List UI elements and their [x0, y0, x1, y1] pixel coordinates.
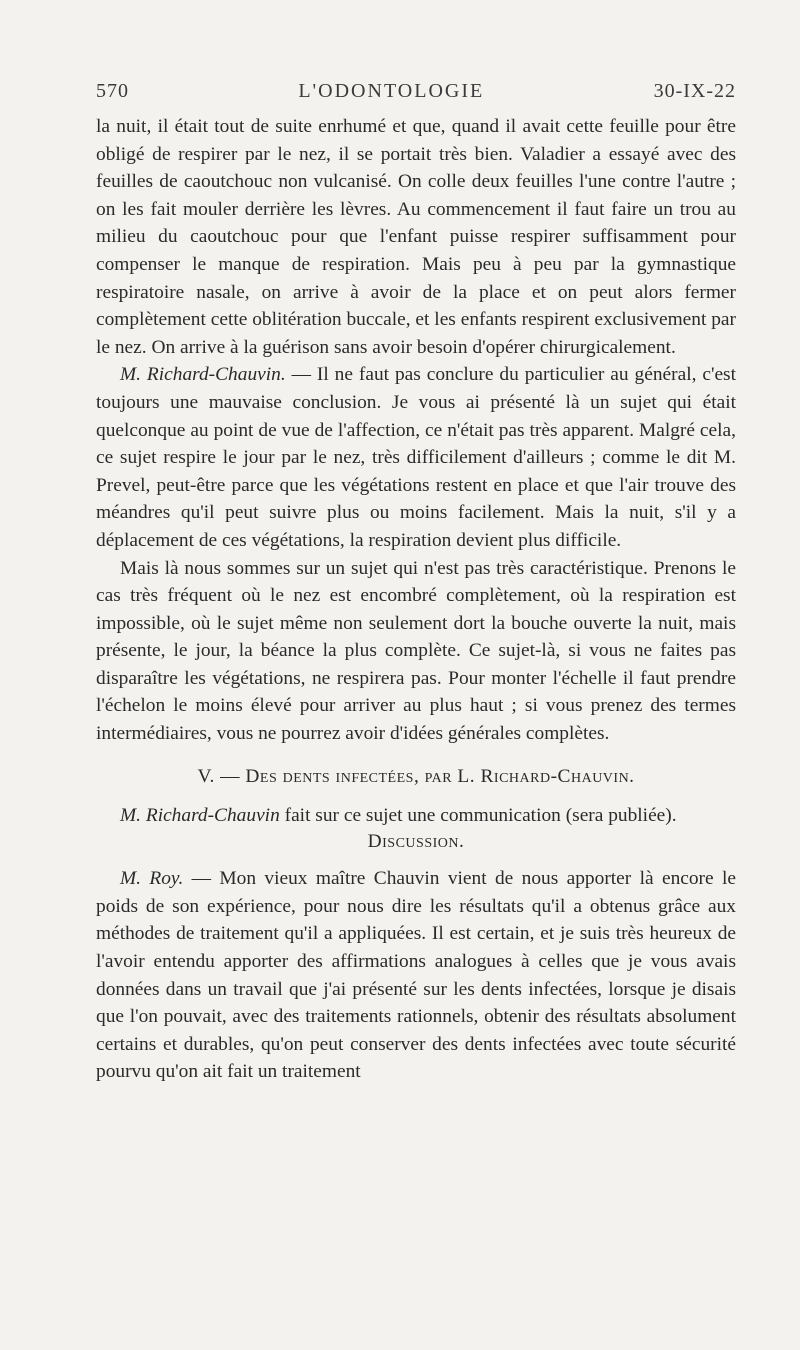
- paragraph: [96, 802, 736, 830]
- page-number: 570: [96, 80, 129, 102]
- paragraph-text: — Mon vieux maître Chauvin vient de nous apporter là encore le poids de son expérience, pour nous dire les résultats qu'il a obtenus grâce aux méthodes de traitement qu'il a appliquées. Il est certain, et je suis très heureux de l'avoir entendu apporter des affirmations analogues à celles que je vous avais données dans un travail que j'ai présenté sur les dents infectées, lorsque je disais que l'on pouvait, avec des traitements rationnels, obtenir des résultats absolument certains et durables, qu'on peut conserver des dents infectées avec toute sécurité pourvu qu'on ait fait un traitement: [96, 868, 736, 1083]
- paragraph: Mais là nous sommes sur un sujet qui n'est pas très caractéristique. Prenons le cas très fréquent où le nez est encombré complètement, où la respiration est impossible, où le sujet même non seulement dort la bouche ouverte la nuit, mais présente, le jour, la béance la plus complète. Ce sujet-là, si vous ne faites pas disparaître les végétations, ne respirera pas. Pour monter l'échelle il faut prendre l'échelon le moins élevé pour arriver au plus haut ; si vous prenez des termes intermédiaires, vous ne pourrez avoir d'idées générales complètes.: [96, 557, 736, 745]
- paragraph: [96, 361, 736, 554]
- paragraph: [96, 865, 736, 1086]
- body-text: [96, 113, 736, 1086]
- journal-title: L'ODONTOLOGIE: [298, 80, 485, 102]
- section-heading: [96, 766, 736, 788]
- section-title: Des dents infectées, par L. Richard-Chauvin.: [245, 765, 635, 787]
- section-number: V.: [197, 765, 215, 787]
- speaker-name: M. Roy.: [120, 868, 184, 890]
- section-dash: —: [214, 765, 246, 787]
- speaker-name: M. Richard-Chauvin.: [120, 364, 286, 386]
- running-head: [96, 80, 736, 103]
- paragraph-text: fait sur ce sujet une communication (sera publiée).: [279, 804, 677, 826]
- issue-date: 30-IX-22: [653, 80, 736, 102]
- discussion-heading: Discussion.: [367, 831, 465, 853]
- paragraph: la nuit, il était tout de suite enrhumé et que, quand il avait cette feuille pour être obligé de respirer par le nez, il se portait très bien. Valadier a essayé avec des feuilles de caoutchouc non vulcanisé. On colle deux feuilles l'une contre l'autre ; on les fait mouler derrière les lèvres. Au commencement il faut faire un trou au milieu du caoutchouc pour que l'enfant puisse respirer suffisamment pour compenser le manque de respiration. Mais peu à peu par la gymnastique respiratoire nasale, on arrive à avoir de la place et on peut alors fermer complètement cette oblitération buccale, et les enfants respirent exclusivement par le nez. On arrive à la guérison sans avoir besoin d'opérer chirurgicalement.: [96, 116, 736, 358]
- speaker-name: M. Richard-Chauvin: [120, 804, 280, 826]
- paragraph-text: — Il ne faut pas conclure du particulier au général, c'est toujours une mauvaise conclusion. Je vous ai présenté là un sujet qui était quelconque au point de vue de l'affection, ce n'était pas très apparent. Malgré cela, ce sujet respire le jour par le nez, très difficilement d'ailleurs ; comme le dit M. Prevel, peut-être parce que les végétations restent en place et que l'air trouve des méandres qu'il peut suivre plus ou moins facilement. Mais la nuit, s'il y a déplacement de ces végétations, la respiration devient plus difficile.: [96, 364, 736, 551]
